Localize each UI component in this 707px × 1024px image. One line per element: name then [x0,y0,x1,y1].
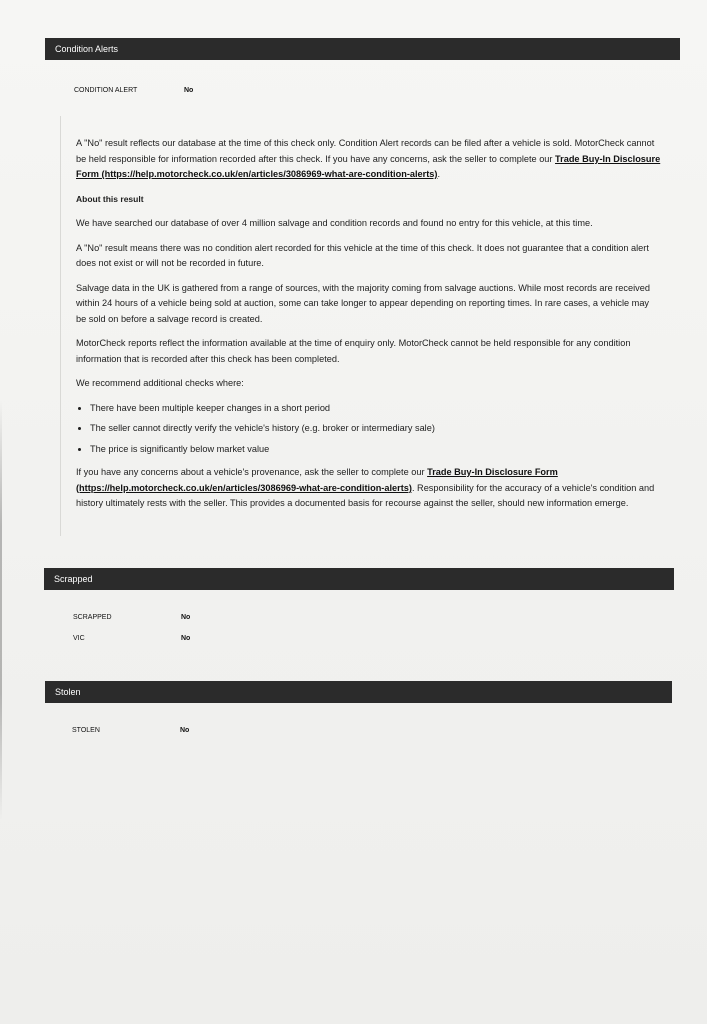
paragraph-no-result: A "No" result means there was no condition alert recorded for this vehicle at the time of this check. It does not guarantee that a condition alert does not exist or will not be recorded in future. [76,242,649,268]
recommendation-list [76,401,661,458]
condition-alert-row [74,87,374,97]
final-end: . Responsibility for the accuracy of a vehicle's condition and history ultimately rests with the seller. This provides a documented basis for recourse against the seller, should new information emerge. [76,482,655,508]
scrapped-value: No [181,614,191,621]
condition-alert-label: CONDITION ALERT [74,87,138,94]
vic-value: No [181,635,191,642]
final-paragraph [76,465,661,512]
paragraph-enquiry: MotorCheck reports reflect the information available at the time of enquiry only. MotorCheck cannot be held responsible for any condition information that is recorded after this check has been completed. [76,338,631,364]
vic-row [73,635,373,645]
scrapped-row [73,614,373,624]
info-content [76,136,661,521]
section-header-condition-alerts [45,38,680,60]
stolen-label: STOLEN [72,727,100,734]
recommend-text: We recommend additional checks where: [76,378,244,388]
disclosure-form-link[interactable]: Trade Buy-In Disclosure Form (https://help.motorcheck.co.uk/en/articles/3086969-what-are-condition-alerts) [76,153,661,179]
condition-alert-value: No [184,87,194,94]
disclosure-form-link-2[interactable]: Trade Buy-In Disclosure Form (https://help.motorcheck.co.uk/en/articles/3086969-what-are-condition-alerts) [76,467,558,493]
stolen-row [72,727,372,737]
paragraph-database: We have searched our database of over 4 million salvage and condition records and found no entry for this vehicle, at this time. [76,218,593,228]
intro-paragraph [76,136,661,183]
section-title: Condition Alerts [55,44,119,54]
list-item: • There have been multiple keeper changes in a short period [90,401,661,417]
section-header-stolen [45,681,672,703]
final-text: If you have any concerns about a vehicle's provenance, ask the seller to complete our [76,467,428,477]
condition-alert-info-panel [60,116,669,536]
section-header-scrapped [44,568,674,590]
scrapped-label: SCRAPPED [73,614,112,621]
section-title: Stolen [55,687,81,697]
list-item: • The price is significantly below market value [90,442,661,458]
list-item: • The seller cannot directly verify the vehicle's history (e.g. broker or intermediary sale) [90,421,661,437]
vic-label: VIC [73,635,85,642]
page-edge-shadow [0,400,2,820]
intro-text: A "No" result reflects our database at the time of this check only. Condition Alert records can be filed after a vehicle is sold. MotorCheck cannot be held responsible for information recorded after this check. If you have any concerns, ask the seller to complete our [76,138,655,164]
paragraph-salvage-data: Salvage data in the UK is gathered from a range of sources, with the majority coming from salvage auctions. While most records are received within 24 hours of a vehicle being sold at auction, some can take longer to appear depending on reporting times. In rare cases, a vehicle may be sold on before a salvage record is created. [76,282,650,324]
intro-end: . [437,169,441,179]
stolen-value: No [180,727,190,734]
section-title: Scrapped [54,574,93,584]
about-heading: About this result [76,193,144,204]
